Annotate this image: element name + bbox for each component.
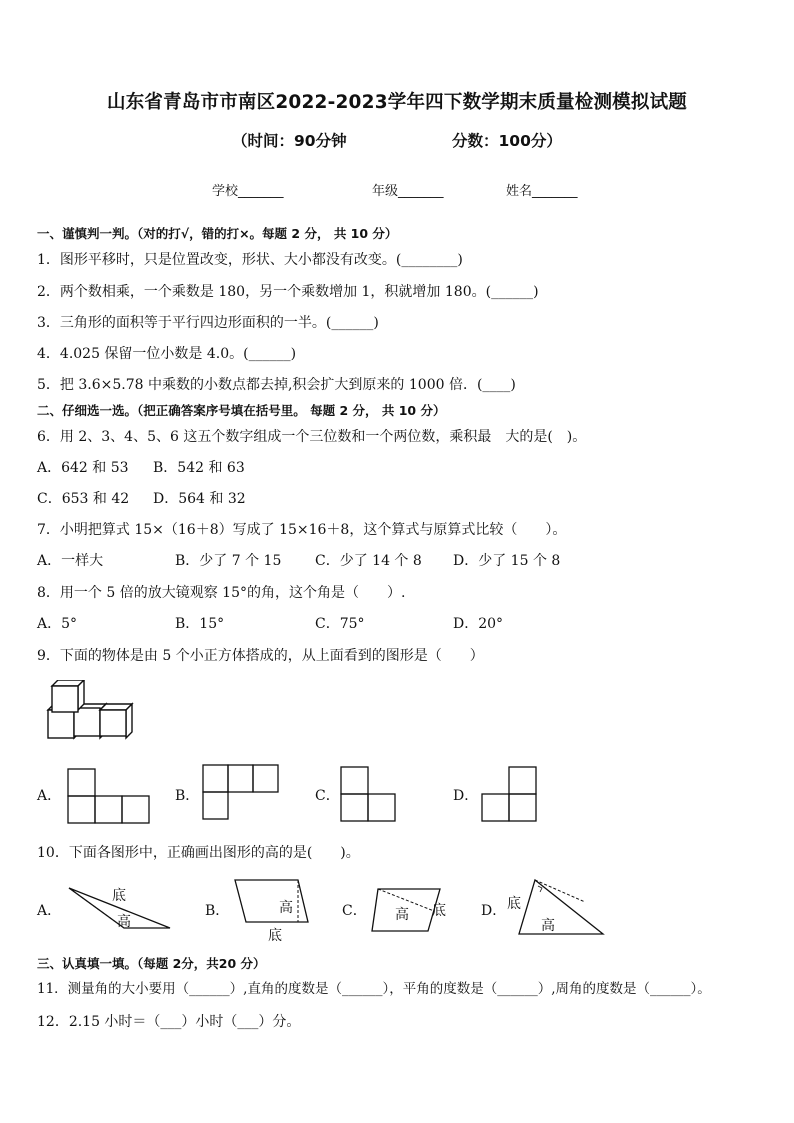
- svg-text:高: 高: [117, 914, 131, 930]
- q7-option-a: A．一样大: [37, 553, 104, 569]
- q8-option-c: C．75°: [315, 616, 365, 632]
- q6-option-b: B．542 和 63: [153, 460, 245, 476]
- q10-option-d: D．: [481, 903, 507, 919]
- question-1: 1．图形平移时，只是位置改变，形状、大小都没有改变。(________): [37, 252, 463, 268]
- question-10: 10．下面各图形中，正确画出图形的高的是( )。: [37, 845, 360, 861]
- question-11: 11．测量角的大小要用（______）,直角的度数是（______），平角的度数是（______）,周角的度数是（______）。: [37, 981, 711, 997]
- q7-option-c: C．少了 14 个 8: [315, 553, 422, 569]
- question-9: 9．下面的物体是由 5 个小正方体搭成的，从上面看到的图形是（ ）: [37, 648, 484, 664]
- q10-figure-d: [505, 876, 609, 938]
- name-field: 姓名_______: [506, 184, 578, 199]
- q6-option-c: C．653 和 42: [37, 491, 130, 507]
- q7-option-b: B．少了 7 个 15: [175, 553, 282, 569]
- section-1-heading: 一、谨慎判一判。（对的打√，错的打×。每题 2 分， 共 10 分）: [37, 226, 398, 241]
- q9-figure-b: [202, 764, 282, 820]
- q10-figure-b: [232, 876, 312, 946]
- exam-score: 分数：100分）: [452, 132, 562, 150]
- section-2-heading: 二、仔细选一选。（把正确答案序号填在括号里。 每题 2 分， 共 10 分）: [37, 403, 446, 418]
- question-6: 6．用 2、3、4、5、6 这五个数字组成一个三位数和一个两位数，乘积最 大的是( )。: [37, 429, 587, 445]
- q10-figure-c: [368, 883, 454, 935]
- q10-option-c: C．: [342, 903, 367, 919]
- q9-option-d: D．: [453, 788, 479, 804]
- question-5: 5．把 3.6×5.78 中乘数的小数点都去掉,积会扩大到原来的 1000 倍．(____): [37, 377, 516, 393]
- q6-option-d: D．564 和 32: [153, 491, 246, 507]
- q9-figure-c: [340, 766, 398, 822]
- question-12: 12．2.15 小时＝（___）小时（___）分。: [37, 1014, 301, 1030]
- q10-option-a: A．: [37, 903, 62, 919]
- q6-option-a: A．642 和 53: [37, 460, 129, 476]
- q10-figure-a: [66, 880, 174, 936]
- svg-text:底: 底: [507, 896, 521, 912]
- svg-text:底: 底: [268, 928, 282, 944]
- cube-stack-figure: [42, 680, 138, 748]
- q9-figure-a: [67, 768, 152, 824]
- q8-option-a: A．5°: [37, 616, 78, 632]
- question-8: 8．用一个 5 倍的放大镜观察 15°的角，这个角是（ ）.: [37, 585, 406, 601]
- svg-text:底: 底: [432, 903, 446, 919]
- svg-text:高: 高: [541, 918, 555, 934]
- page-title: 山东省青岛市市南区2022-2023学年四下数学期末质量检测模拟试题: [107, 92, 687, 113]
- question-7: 7．小明把算式 15×（16＋8）写成了 15×16＋8，这个算式与原算式比较（ ）。: [37, 522, 567, 538]
- svg-text:底: 底: [112, 888, 126, 904]
- section-3-heading: 三、认真填一填。（每题 2分，共20 分）: [37, 956, 266, 971]
- q9-option-b: B．: [175, 788, 200, 804]
- q8-option-d: D．20°: [453, 616, 504, 632]
- exam-time: （时间：90分钟: [232, 132, 347, 150]
- q8-option-b: B．15°: [175, 616, 225, 632]
- svg-text:高: 高: [279, 900, 293, 916]
- q7-option-d: D．少了 15 个 8: [453, 553, 561, 569]
- q10-option-b: B．: [205, 903, 230, 919]
- q9-figure-d: [481, 766, 539, 822]
- grade-field: 年级_______: [372, 184, 444, 199]
- q9-option-a: A．: [37, 788, 62, 804]
- question-2: 2．两个数相乘，一个乘数是 180，另一个乘数增加 1，积就增加 180。(______): [37, 284, 539, 300]
- question-3: 3．三角形的面积等于平行四边形面积的一半。(______): [37, 315, 379, 331]
- svg-text:高: 高: [395, 907, 409, 923]
- q9-option-c: C．: [315, 788, 340, 804]
- school-field: 学校_______: [212, 184, 284, 199]
- question-4: 4．4.025 保留一位小数是 4.0。(______): [37, 346, 297, 362]
